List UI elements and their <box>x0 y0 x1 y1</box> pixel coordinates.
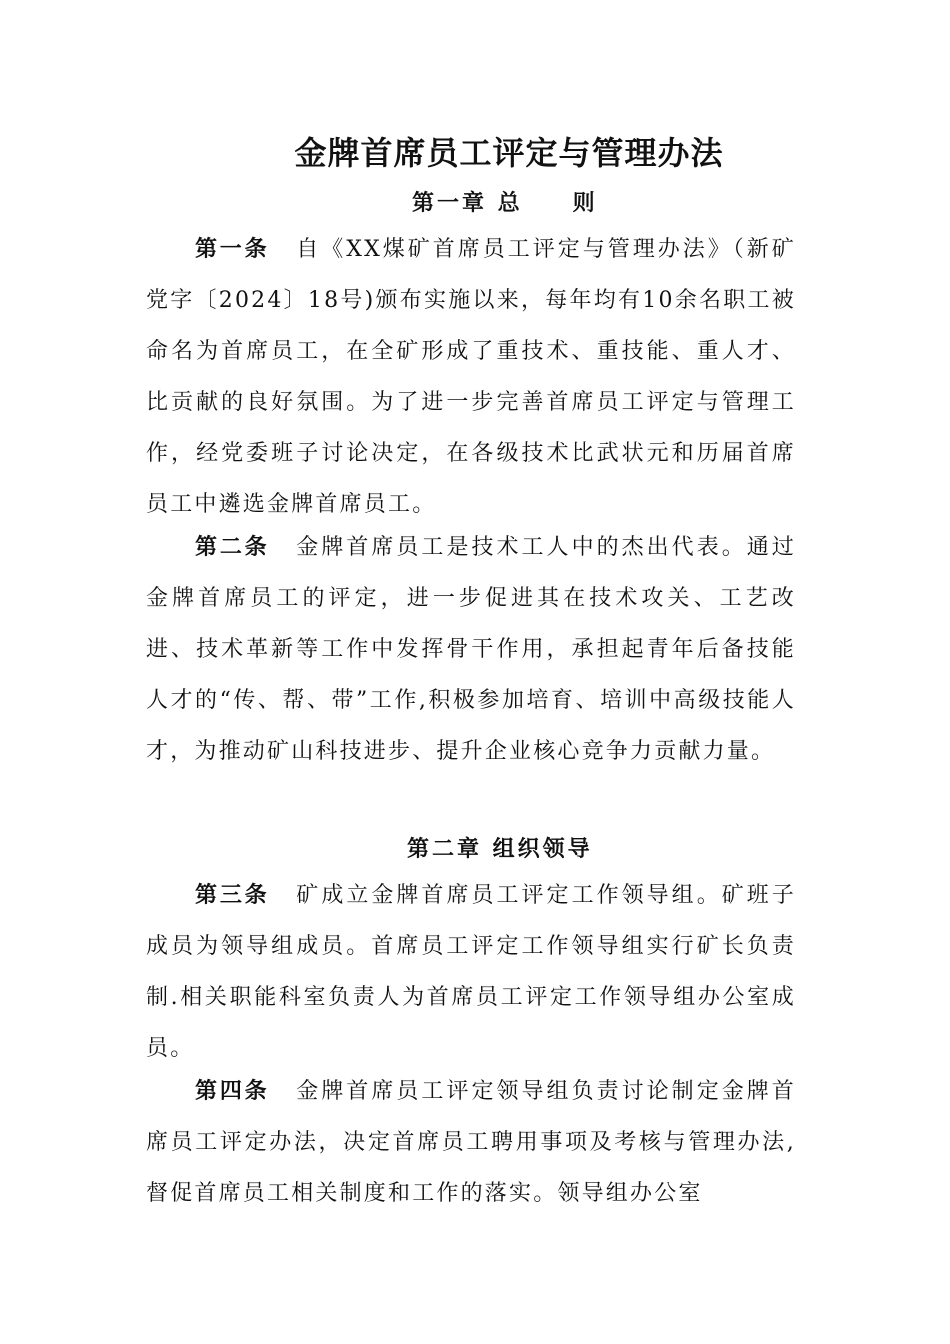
article-4-text: 金牌首席员工评定领导组负责讨论制定金牌首席员工评定办法，决定首席员工聘用事项及考核与管理办法,督促首席员工相关制度和工作的落实。领导组办公室 <box>146 1079 796 1206</box>
article-3-text: 矿成立金牌首席员工评定工作领导组。矿班子成员为领导组成员。首席员工评定工作领导组实行矿长负责制.相关职能科室负责人为首席员工评定工作领导组办公室成员。 <box>146 883 796 1061</box>
article-3-label: 第三条 <box>195 883 270 908</box>
article-3 <box>146 870 796 1074</box>
article-1-text: 自《XX煤矿首席员工评定与管理办法》（新矿党字〔2024〕18号)颁布实施以来，每年均有10余名职工被命名为首席员工，在全矿形成了重技术、重技能、重人才、比贡献的良好氛围。为了进一步完善首席员工评定与管理工作，经党委班子讨论决定，在各级技术比武状元和历届首席员工中遴选金牌首席员工。 <box>146 237 796 517</box>
article-2-label: 第二条 <box>195 535 270 560</box>
chapter-2-heading: 第二章 组织领导 <box>407 837 593 862</box>
article-1-label: 第一条 <box>195 237 270 262</box>
article-4 <box>146 1066 796 1219</box>
article-2 <box>146 522 796 777</box>
article-4-label: 第四条 <box>195 1079 270 1104</box>
article-2-text: 金牌首席员工是技术工人中的杰出代表。通过金牌首席员工的评定，进一步促进其在技术攻关、工艺改进、技术革新等工作中发挥骨干作用，承担起青年后备技能人才的“传、帮、带”工作,积极参加培育、培训中高级技能人才，为推动矿山科技进步、提升企业核心竞争力贡献力量。 <box>146 535 796 764</box>
document-title: 金牌首席员工评定与管理办法 <box>294 134 724 172</box>
article-1 <box>146 224 796 530</box>
chapter-1-heading: 第一章 总 则 <box>412 191 598 216</box>
